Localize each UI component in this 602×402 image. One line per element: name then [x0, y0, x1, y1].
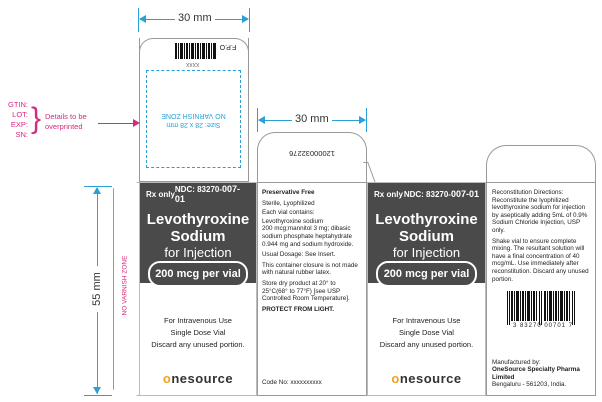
discard-text-2: Discard any unused portion. [379, 340, 474, 349]
dose-pill: 200 mcg per vial [148, 261, 248, 287]
front-white-area [140, 287, 256, 395]
rx-only-label-2: Rx only [374, 189, 403, 199]
info-sterile: Sterile, Lyophilized [262, 199, 315, 207]
exp-label: EXP: [10, 120, 28, 129]
right-panel [486, 182, 596, 396]
discard-text: Discard any unused portion. [151, 340, 245, 349]
brace-icon: } [31, 102, 42, 135]
manufacturer-block [492, 359, 592, 389]
side-varnish-label: NO VARNISH ZONE [121, 255, 129, 316]
overprint-arrow-icon [133, 119, 140, 127]
linear-barcode [507, 291, 579, 331]
info-text [262, 189, 362, 313]
shake-directions: Shake vial to ensure complete mixing. The resultant solution will have a final concentration of 40 mcg/mL. Use immediately after reconstitution. Discard any unused portion. [492, 237, 589, 283]
no-varnish-text [147, 111, 240, 129]
code-number: Code No: xxxxxxxxxx [262, 379, 322, 387]
overprint-note: Details to be overprinted [45, 112, 87, 131]
varnish-zone-label: NO VARNISH ZONE [161, 112, 226, 119]
top-dimension-label: 30 mm [175, 12, 215, 24]
rx-bar [140, 183, 256, 205]
route-text: For Intravenous Use [164, 316, 232, 325]
height-dimension-label: 55 mm [91, 266, 103, 312]
rx-bar-2 [368, 183, 485, 205]
info-active: Levothyroxine sodium [262, 217, 324, 225]
gtin-label: GTIN: [8, 100, 28, 109]
reconstitution-directions: Reconstitution Directions: Reconstitute the lyophilized levothyroxine sodium for injection by aseptically adding 5mL of 0.9% Sodium Chloride Injection, USP only. [492, 189, 588, 234]
brand-name-b2: Sodium [399, 228, 454, 245]
dim-tick-right [249, 8, 250, 32]
info-storage: Store dry product at 20° to 25°C(68° to 77°F) [see USP Controlled Room Temperature]. [262, 279, 350, 303]
brand-form: for Injection [164, 245, 232, 260]
onesource-logo: onesource [162, 371, 234, 386]
front-panel-2 [367, 182, 486, 396]
datamatrix-barcode [175, 43, 217, 59]
arrow-left-icon [139, 15, 146, 23]
no-varnish-box [146, 70, 241, 168]
manufacturer-name: OneSource Specialty Pharma Limited [492, 366, 580, 381]
brand-name-2: Sodium [170, 228, 226, 245]
manufactured-by-label: Manufactured by: [492, 358, 541, 366]
brand-form-b: for Injection [392, 245, 461, 260]
mid-dimension-label: 30 mm [292, 113, 332, 125]
info-composition: 200 mcg;mannitol 3 mg; dibasic sodium phosphate heptahydrate 0.944 mg and sodium hydroxide. [262, 225, 354, 248]
dim-tick-mid-right [366, 108, 367, 132]
brand-name: Levothyroxine [146, 211, 250, 228]
arrow-down-icon [93, 387, 101, 394]
preservative-free: Preservative Free [262, 189, 315, 196]
lot-label: LOT: [12, 110, 28, 119]
vial-text: Single Dose Vial [170, 328, 226, 337]
overprint-line [98, 123, 136, 124]
barcode-code: XXXX [186, 61, 200, 67]
front-white-area-2 [368, 287, 485, 395]
info-dosage: Usual Dosage: See Insert. [262, 251, 336, 259]
tuck-code: 12000032276 [289, 149, 335, 158]
barcode-digits: 3 83270 00701 7 [512, 323, 574, 329]
info-each-vial: Each vial contains: [262, 209, 315, 217]
info-panel [257, 182, 367, 396]
reconstitution-text [492, 189, 591, 283]
ndc-label: NDC: 83270-007-01 [174, 184, 241, 204]
overprint-fields [6, 100, 28, 140]
size-note: Size: 28 x 28 mm [166, 121, 221, 128]
onesource-logo-2: onesource [391, 371, 462, 386]
right-top-flap [486, 145, 596, 182]
route-text-2: For Intravenous Use [392, 316, 461, 325]
rx-only-label: Rx only [146, 189, 175, 199]
ndc-label-2: NDC: 83270-007-01 [403, 189, 479, 199]
info-protect: PROTECT FROM LIGHT. [262, 305, 335, 313]
sn-label: SN: [15, 130, 28, 139]
fpo-label: F.P.O [219, 43, 237, 50]
arrow-right-icon [359, 116, 366, 124]
info-latex: This container closure is not made with natural rubber latex. [262, 261, 358, 277]
tuck-flap [257, 132, 367, 182]
dose-pill-2: 200 mcg per vial [376, 261, 477, 287]
brand-name-b: Levothyroxine [375, 211, 478, 228]
arrow-left-icon [258, 116, 265, 124]
vial-text-2: Single Dose Vial [399, 328, 454, 337]
manufacturer-address: Bengaluru - 561203, India. [492, 381, 567, 389]
arrow-right-icon [242, 15, 249, 23]
arrow-up-icon [93, 187, 101, 194]
dim-tick-bottom [84, 395, 112, 396]
front-panel [139, 182, 257, 396]
